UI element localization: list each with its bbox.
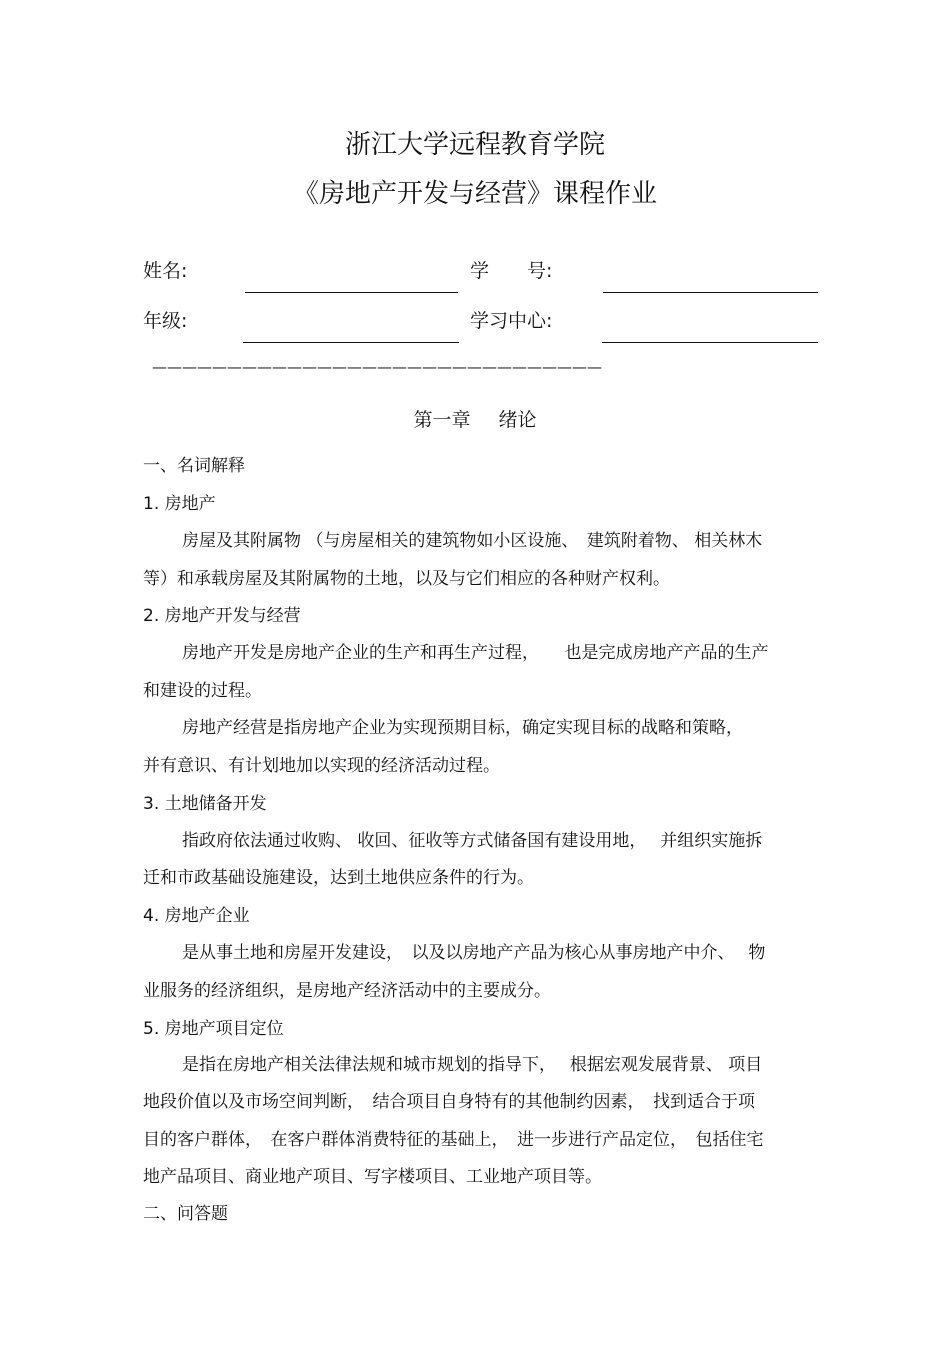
paragraph-line: 是从事土地和房屋开发建设， 以及以房地产产品为核心从事房地产中介、 物 bbox=[182, 943, 766, 963]
grade-blank bbox=[243, 342, 459, 343]
term-heading: 3. 土地储备开发 bbox=[143, 794, 267, 814]
separator-line: —————————————————————————————— bbox=[152, 358, 602, 376]
paragraph-line: 房地产经营是指房地产企业为实现预期目标，确定实现目标的战略和策略， bbox=[182, 718, 743, 738]
paragraph-line: 是指在房地产相关法律法规和城市规划的指导下， 根据宏观发展背景、 项目 bbox=[182, 1055, 763, 1075]
term-heading: 1. 房地产 bbox=[143, 494, 216, 514]
name-label: 姓名: bbox=[143, 260, 188, 282]
paragraph-line: 业服务的经济组织，是房地产经济活动中的主要成分。 bbox=[143, 981, 551, 1001]
paragraph-line: 房地产开发是房地产企业的生产和再生产过程， 也是完成房地产产品的生产 bbox=[182, 643, 769, 663]
term-heading: 4. 房地产企业 bbox=[143, 906, 250, 926]
student-id-label: 学 号: bbox=[470, 260, 553, 282]
term-heading: 2. 房地产开发与经营 bbox=[143, 606, 301, 626]
paragraph-line: 地产品项目、商业地产项目、写字楼项目、工业地产项目等。 bbox=[143, 1167, 602, 1187]
paragraph-line: 目的客户群体， 在客户群体消费特征的基础上， 进一步进行产品定位， 包括住宅 bbox=[143, 1130, 764, 1150]
paragraph-line: 指政府依法通过收购、 收回、征收等方式储备国有建设用地， 并组织实施拆 bbox=[182, 831, 763, 851]
name-blank bbox=[245, 292, 458, 293]
student-id-blank bbox=[603, 292, 818, 293]
grade-label: 年级: bbox=[143, 310, 188, 332]
paragraph-line: 和建设的过程。 bbox=[143, 681, 262, 701]
chapter-number: 第一章 bbox=[413, 409, 471, 431]
paragraph-line: 等）和承载房屋及其附属物的土地，以及与它们相应的各种财产权利。 bbox=[143, 569, 670, 589]
center-blank bbox=[602, 342, 818, 343]
paragraph-line: 迁和市政基础设施建设，达到土地供应条件的行为。 bbox=[143, 868, 534, 888]
document-title: 浙江大学远程教育学院 bbox=[344, 130, 605, 160]
chapter-heading bbox=[0, 405, 950, 432]
chapter-title: 绪论 bbox=[498, 409, 537, 431]
section-heading: 二、问答题 bbox=[143, 1204, 228, 1224]
center-label: 学习中心: bbox=[470, 310, 553, 332]
course-title: 《房地产开发与经营》课程作业 bbox=[292, 179, 657, 209]
section-heading: 一、名词解释 bbox=[143, 456, 245, 476]
paragraph-line: 房屋及其附属物 （与房屋相关的建筑物如小区设施、 建筑附着物、 相关林木 bbox=[182, 531, 763, 551]
term-heading: 5. 房地产项目定位 bbox=[143, 1019, 284, 1039]
paragraph-line: 地段价值以及市场空间判断， 结合项目自身特有的其他制约因素， 找到适合于项 bbox=[143, 1092, 755, 1112]
paragraph-line: 并有意识、有计划地加以实现的经济活动过程。 bbox=[143, 756, 500, 776]
